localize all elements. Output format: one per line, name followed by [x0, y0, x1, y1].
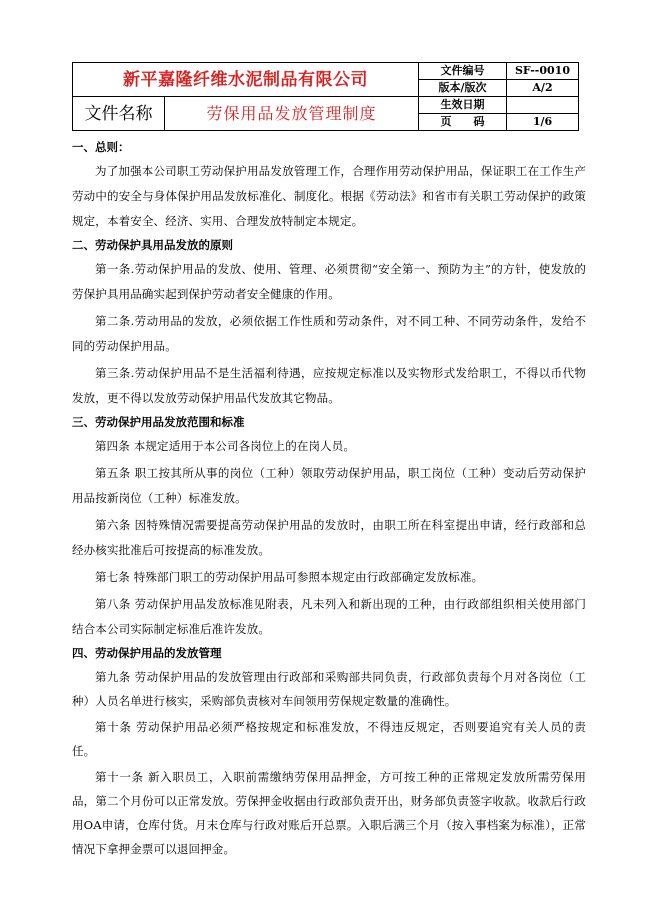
meta-label-effective-date: 生效日期	[419, 97, 507, 114]
meta-value-effective-date	[507, 97, 579, 114]
paragraph: 第九条 劳动保护用品的发放管理由行政部和采购部共同负责，行政部负责每个月对各岗位（工种）人员名单进行核实，采购部负责核对车间领用劳保规定数量的准确性。	[72, 670, 586, 708]
section-title: 一、总则：	[72, 140, 130, 154]
file-name-label: 文件名称	[73, 97, 165, 131]
section-title: 二、劳动保护具用品发放的原则	[72, 238, 233, 252]
header-table	[72, 62, 579, 131]
paragraph: 第十一条 新入职员工，入职前需缴纳劳保用品押金，方可按工种的正常规定发放所需劳保用品，第二个月份可以正常发放。劳保押金收据由行政部负责开出，财务部负责签字收款。收款后行政用OA申请，仓库付货。月末仓库与行政对账后开总票。入职后满三个月（按入事档案为标准），正常情况下拿押金票可以退回押金。	[72, 770, 586, 856]
meta-value-page: 1/6	[507, 114, 579, 131]
paragraph: 第六条 因特殊情况需要提高劳动保护用品的发放时，由职工所在科室提出申请，经行政部和总经办核实批准后可按提高的标准发放。	[72, 518, 586, 557]
paragraph: 第五条 职工按其所从事的岗位（工种）领取劳动保护用品，职工岗位（工种）变动后劳动保护用品按新岗位（工种）标准发放。	[72, 466, 586, 505]
meta-value-doc-no: SF--0010	[507, 63, 579, 80]
meta-label-doc-no: 文件编号	[419, 63, 507, 80]
company-name: 新平嘉隆纤维水泥制品有限公司	[73, 63, 419, 97]
paragraph: 第四条 本规定适用于本公司各岗位上的在岗人员。	[95, 439, 356, 453]
paragraph: 第八条 劳动保护用品发放标准见附表，凡未列入和新出现的工种，由行政部组织相关使用部门结合本公司实际制定标准后准许发放。	[72, 597, 586, 636]
meta-label-version: 版本/版次	[419, 80, 507, 97]
section-title: 三、劳动保护用品发放范围和标准	[72, 415, 245, 429]
document-body	[72, 136, 586, 863]
paragraph: 为了加强本公司职工劳动保护用品发放管理工作，合理作用劳动保护用品，保证职工在工作生产劳动中的安全与身体保护用品发放标准化、制度化。根据《劳动法》和省市有关职工劳动保护的政策规定，本着安全、经济、实用、合理发放特制定本规定。	[72, 164, 586, 228]
file-name: 劳保用品发放管理制度	[165, 97, 419, 131]
paragraph: 第二条.劳动用品的发放，必须依据工作性质和劳动条件，对不同工种、不同劳动条件，发给不同的劳动保护用品。	[72, 314, 586, 353]
section-title: 四、劳动保护用品的发放管理	[72, 646, 222, 660]
meta-label-page: 页 码	[419, 114, 507, 131]
meta-value-version: A/2	[507, 80, 579, 97]
paragraph: 第三条.劳动保护用品不是生活福利待遇，应按规定标准以及实物形式发给职工，不得以币代物发放，更不得以发放劳动保护用品代发放其它物品。	[72, 366, 586, 405]
paragraph: 第十条 劳动保护用品必须严格按规定和标准发放，不得违反规定，否则要追究有关人员的责任。	[72, 720, 586, 758]
paragraph: 第一条.劳动保护用品的发放、使用、管理、必须贯彻“安全第一、预防为主”的方针，使发放的劳保护具用品确实起到保护劳动者安全健康的作用。	[72, 262, 586, 301]
paragraph: 第七条 特殊部门职工的劳动保护用品可参照本规定由行政部确定发放标准。	[95, 570, 484, 584]
